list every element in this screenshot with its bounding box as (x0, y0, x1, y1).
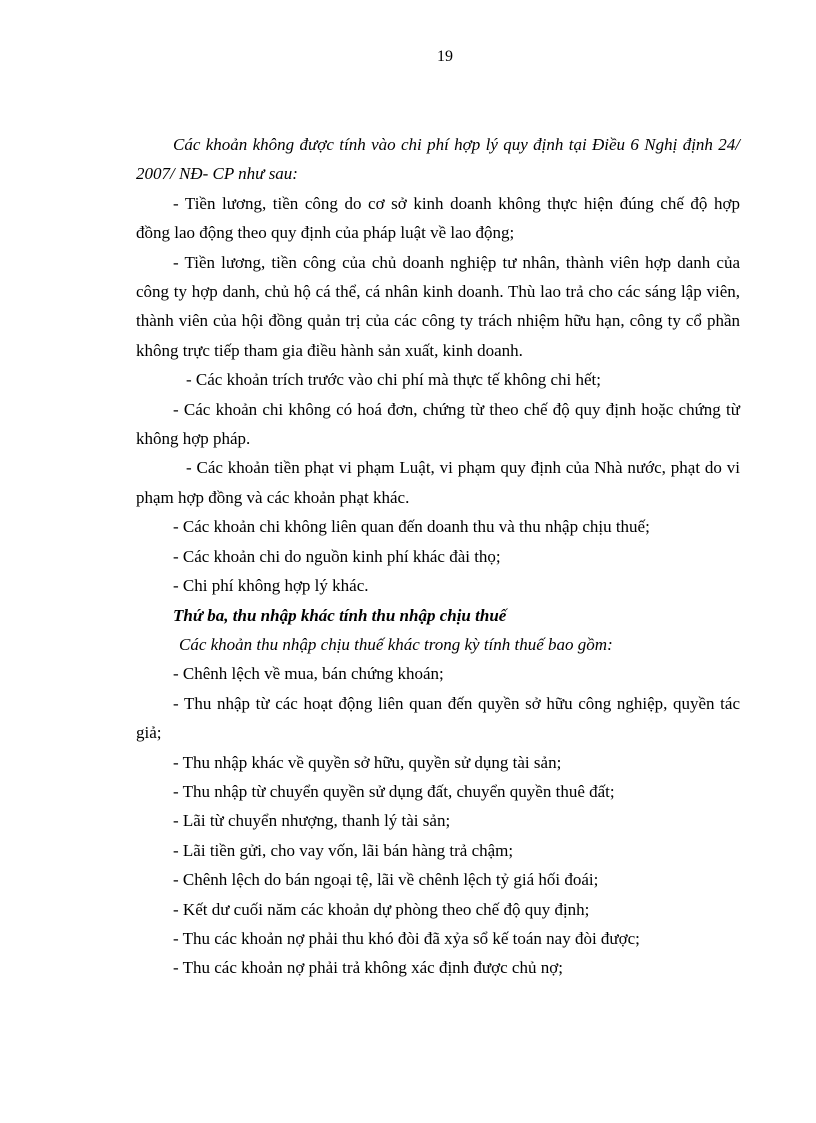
list-item: - Các khoản trích trước vào chi phí mà thực tế không chi hết; (186, 370, 601, 390)
list-item: - Thu các khoản nợ phải thu khó đòi đã xỷa sổ kế toán nay đòi được; (173, 928, 640, 948)
list-item: - Thu các khoản nợ phải trả không xác định được chủ nợ; (173, 958, 563, 978)
list-item: - Lãi tiền gửi, cho vay vốn, lãi bán hàng trả chậm; (173, 840, 514, 860)
list-item: - Tiền lương, tiền công do cơ sở kinh doanh không thực hiện đúng chế độ hợp đồng lao động theo quy định của pháp luật về lao động; (136, 193, 740, 243)
list-item: - Tiền lương, tiền công của chủ doanh nghiệp tư nhân, thành viên hợp danh của công ty hợp danh, chủ hộ cá thể, cá nhân kinh doanh. Thù lao trả cho các sáng lập viên, thành viên của hội đồng quản trị của các công ty trách nhiệm hữu hạn, công ty cổ phần không trực tiếp tham gia điều hành sản xuất, kinh doanh. (136, 252, 740, 360)
list-item: - Lãi từ chuyển nhượng, thanh lý tài sản; (173, 811, 451, 831)
list-item: - Chênh lệch do bán ngoại tệ, lãi về chênh lệch tỷ giá hối đoái; (173, 870, 599, 890)
document-body (136, 130, 740, 983)
list-item: - Các khoản chi không liên quan đến doanh thu và thu nhập chịu thuế; (173, 517, 650, 537)
intro-paragraph: Các khoản không được tính vào chi phí hợp lý quy định tại Điều 6 Nghị định 24/ 2007/ NĐ- CP như sau: (136, 135, 740, 184)
list-item: - Thu nhập khác về quyền sở hữu, quyền sử dụng tài sản; (173, 752, 562, 772)
page-number: 19 (437, 48, 453, 65)
list-item: - Kết dư cuối năm các khoản dự phòng theo chế độ quy định; (173, 899, 590, 919)
section-intro: Các khoản thu nhập chịu thuế khác trong kỳ tính thuế bao gồm: (179, 634, 613, 654)
list-item: - Các khoản tiền phạt vi phạm Luật, vi phạm quy định của Nhà nước, phạt do vi phạm hợp đồng và các khoản phạt khác. (136, 458, 740, 507)
list-item: - Thu nhập từ các hoạt động liên quan đến quyền sở hữu công nghiệp, quyền tác giả; (136, 693, 740, 743)
list-item: - Chi phí không hợp lý khác. (173, 576, 369, 596)
list-item: - Chênh lệch về mua, bán chứng khoán; (173, 664, 444, 684)
list-item: - Thu nhập từ chuyển quyền sử dụng đất, chuyển quyền thuê đất; (173, 781, 615, 801)
list-item: - Các khoản chi do nguồn kinh phí khác đài thọ; (173, 546, 501, 566)
section-heading: Thứ ba, thu nhập khác tính thu nhập chịu thuế (173, 605, 507, 625)
list-item: - Các khoản chi không có hoá đơn, chứng từ theo chế độ quy định hoặc chứng từ không hợp pháp. (136, 399, 740, 449)
